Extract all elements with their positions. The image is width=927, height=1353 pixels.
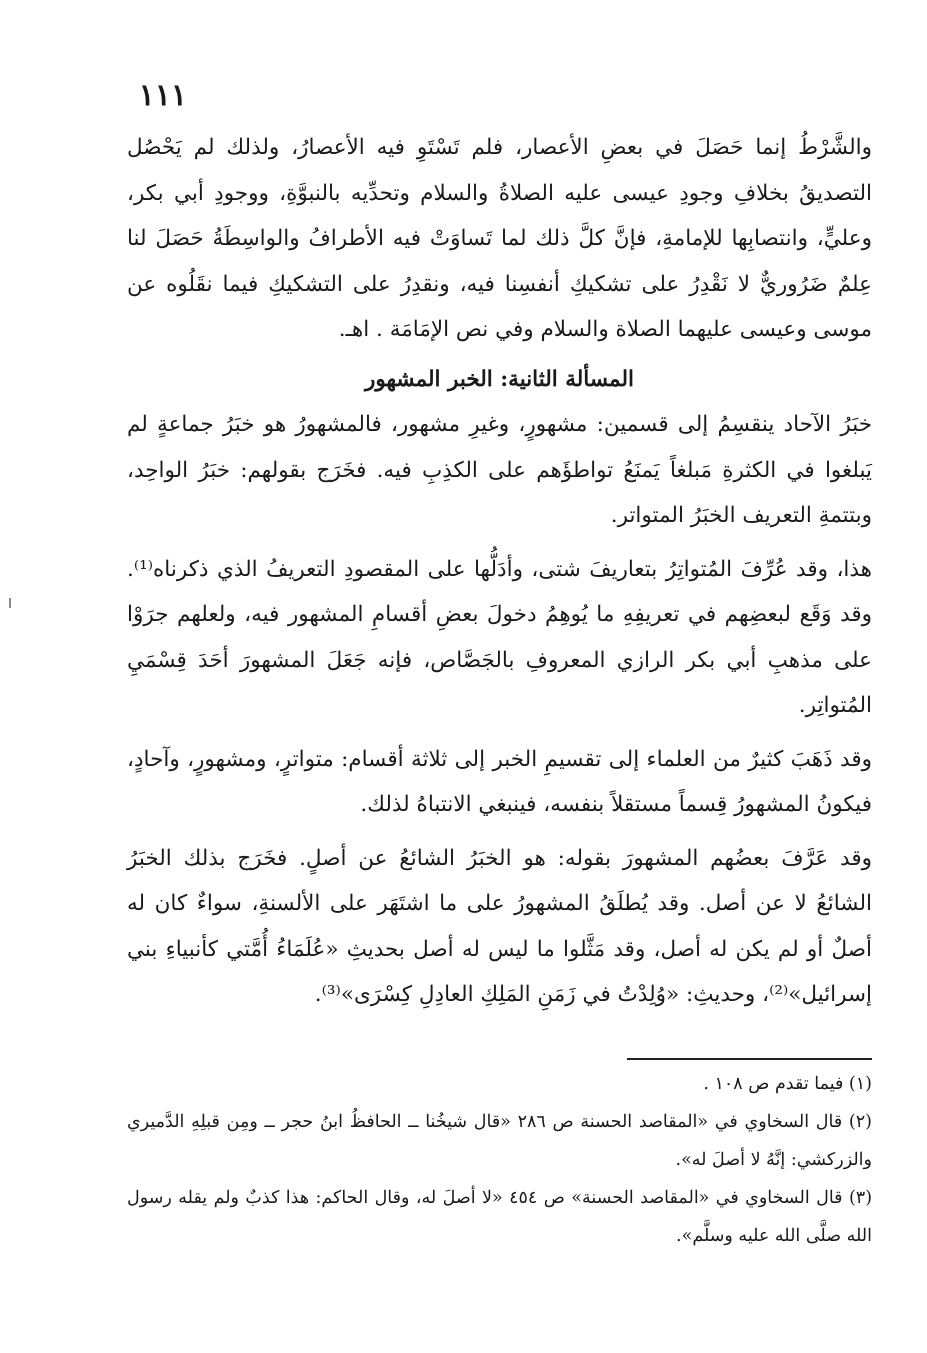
footnote-divider <box>627 1058 872 1060</box>
paragraph-1: والشَّرْطُ إنما حَصَلَ في بعضِ الأعصار، فلم تَسْتَوِ فيه الأعصارُ، ولذلك لم يَحْصُل التصديقُ بخلافِ وجودِ عيسى عليه الصلاةُ والسلام وتحدِّيه بالنبوَّةِ، ووجودِ أبي بكر، وعليٍّ، وانتصابِها للإمامةِ، فإنَّ كلَّ ذلك لما تَساوَتْ فيه الأطرافُ والواسِطَةُ حَصَلَ لنا عِلمٌ ضَرُوريٌّ لا نَقْدِرُ على تشكيكِ أنفسِنا فيه، ونقدِرُ على التشكيكِ فيما نقَلُوه عن موسى وعيسى عليهما الصلاة والسلام وفي نص الإمَامَة . اهـ. <box>127 135 872 342</box>
footnote-2: (٢) قال السخاوي في «المقاصد الحسنة ص ٢٨٦ «قال شيخُنا ــ الحافظُ ابنُ حجر ــ ومِن قبلِهِ الدَّميري والزركشي: إنَّهُ لا أصلَ له». <box>127 1112 872 1170</box>
paragraph-2: خبَرُ الآحاد ينقسِمُ إلى قسمين: مشهورٍ، وغيرِ مشهور، فالمشهورُ هو خبَرُ جماعةٍ لم يَبلغوا في الكثرةِ مَبلغاً يَمنَعُ تواطؤَهم على الكذِبِ فيه. فخَرَج بقولهم: خبَرُ الواحِد، وبتتمةِ التعريف الخبَرُ المتواتر. <box>127 412 872 528</box>
paragraph-3: هذا، وقد عُرِّفَ المُتواتِرُ بتعاريفَ شتى، وأدَلُّها على المقصودِ التعريفُ الذي ذكرناه⁽¹⁾. وقد وَقَع لبعضِهم في تعريفِهِ ما يُوهِمُ دخولَ بعضِ أقسامِ المشهور فيه، ولعلهم جرَوْا على مذهبِ أبي بكر الرازي المعروفِ بالجَصَّاص، فإنه جَعَلَ المشهورَ أحَدَ قِسْمَيِ المُتواتِر. <box>127 556 872 718</box>
section-heading: المسألة الثانية: الخبر المشهور <box>364 366 634 392</box>
main-text <box>127 125 872 1018</box>
footnotes <box>127 1065 872 1255</box>
paragraph-4: وقد ذَهَبَ كثيرٌ من العلماء إلى تقسيمِ الخبر إلى ثلاثة أقسام: متواترٍ، ومشهورٍ، وآحادٍ، فيكونُ المشهورُ قِسماً مستقلاً بنفسه، فينبغي الانتباهُ لذلك. <box>127 746 872 817</box>
paragraph-5: وقد عَرَّفَ بعضُهم المشهورَ بقوله: هو الخبَرُ الشائعُ عن أصلٍ. فخَرَج بذلك الخبَرُ الشائعُ لا عن أصل. وقد يُطلَقُ المشهورُ على ما اشتَهَر على الألسنةِ، سواءٌ كان له أصلٌ أو لم يكن له أصل، وقد مَثَّلوا ما ليس له أصل بحديثِ «عُلَمَاءُ أُمَّتي كأنبياءِ بني إسرائيل»⁽²⁾، وحديثِ: «وُلِدْتُ في زَمَنِ المَلِكِ العادِلِ كِسْرَى»⁽³⁾. <box>127 845 872 1007</box>
footnote-1: (١) فيما تقدم ص ١٠٨ . <box>703 1074 872 1094</box>
scan-margin-mark <box>9 598 11 608</box>
page-number: ١١١ <box>138 78 187 113</box>
footnote-3: (٣) قال السخاوي في «المقاصد الحسنة» ص ٤٥٤ «لا أصلَ له، وقال الحاكم: هذا كذبٌ ولم يقله رسول الله صلَّى الله عليه وسلَّم». <box>127 1188 873 1246</box>
